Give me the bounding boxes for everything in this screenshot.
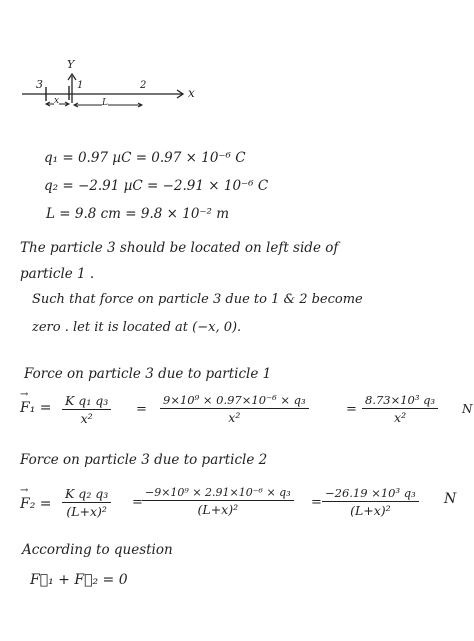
f2-frac1-denominator: (L+x)² (66, 504, 107, 519)
particle-2-label: 2 (140, 80, 147, 91)
axis-y-label: Y (67, 58, 75, 71)
f2-equals-2: = (311, 495, 322, 510)
f1-unit: N (462, 402, 473, 416)
para2-line-b: zero . let it is located at (−x, 0). (32, 320, 242, 335)
f2-lhs-text: → F₂ = (20, 496, 52, 512)
para1-line-a: The particle 3 should be located on left side of (20, 240, 339, 256)
f1-frac1-denominator: x² (80, 411, 93, 426)
axis-x-label: x (188, 86, 195, 100)
f1-equals-1: = (136, 402, 147, 417)
f1-frac1-numerator: K q₁ q₃ (62, 393, 111, 410)
f2-frac2-denominator: (L+x)² (197, 502, 239, 517)
particle-3-label: 3 (36, 78, 43, 91)
f1-frac3-denominator: x² (394, 410, 407, 425)
f2-frac2-numerator: −9×10⁹ × 2.91×10⁻⁶ × q₃ (142, 486, 294, 501)
q2-line: q₂ = −2.91 µC = −2.91 × 10⁻⁶ C (44, 178, 269, 194)
particle-1-label: 1 (77, 80, 84, 91)
f2-unit: N (444, 491, 457, 507)
f1-frac2-numerator: 9×10⁹ × 0.97×10⁻⁶ × q₃ (160, 393, 309, 409)
dist-x-label: x (54, 96, 60, 106)
L-line: L = 9.8 cm = 9.8 × 10⁻² m (46, 206, 230, 222)
f1-lhs (20, 400, 52, 416)
f1-fraction-1 (62, 393, 111, 426)
f2-lhs (20, 496, 52, 512)
f1-frac3-numerator: 8.73×10³ q₃ (362, 393, 438, 409)
f1-fraction-2 (160, 393, 309, 425)
f1-frac2-denominator: x² (228, 410, 241, 425)
f2-equals-1: = (132, 495, 143, 510)
para2-line-a: Such that force on particle 3 due to 1 & 2 become (32, 292, 363, 307)
f2-frac3-numerator: −26.19 ×10³ q₃ (322, 486, 419, 502)
para1-line-b: particle 1 . (20, 266, 95, 282)
according-line: According to question (22, 542, 173, 558)
f2-frac1-numerator: K q₂ q₃ (62, 486, 111, 503)
final-equation: F⃗₁ + F⃗₂ = 0 (30, 572, 128, 588)
heading-force-1: Force on particle 3 due to particle 1 (24, 366, 272, 382)
f2-fraction-1 (62, 486, 111, 519)
f2-frac3-denominator: (L+x)² (350, 503, 391, 518)
f1-equals-2: = (346, 402, 357, 417)
f1-lhs-text: → F₁ = (20, 400, 52, 416)
q1-line: q₁ = 0.97 µC = 0.97 × 10⁻⁶ C (44, 150, 246, 166)
f1-fraction-3 (362, 393, 438, 425)
dist-L-label: L (102, 98, 108, 108)
f2-fraction-2 (142, 486, 294, 517)
heading-force-2: Force on particle 3 due to particle 2 (20, 452, 268, 468)
f2-fraction-3 (322, 486, 419, 518)
